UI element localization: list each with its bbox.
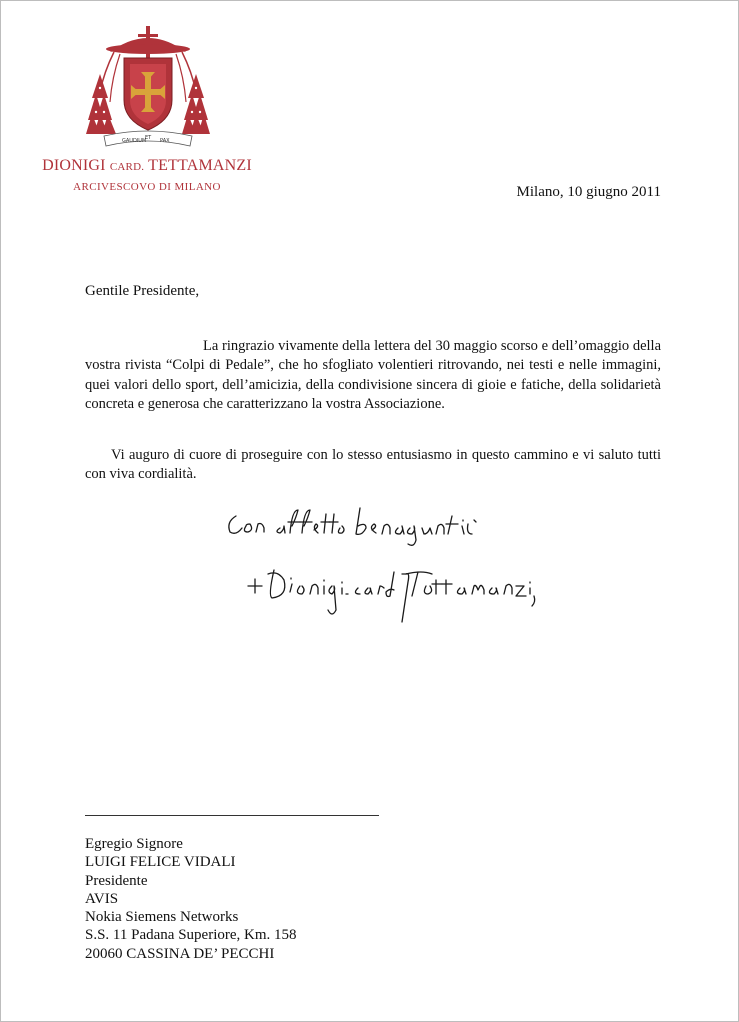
salutation: Gentile Presidente,: [85, 283, 200, 299]
recipient-city: 20060 CASSINA DE’ PECCHI: [85, 945, 275, 962]
recipient-address: [85, 835, 297, 963]
letterhead-title: CARD.: [109, 161, 145, 173]
letterhead-name: [42, 157, 252, 175]
recipient-name: LUIGI FELICE VIDALI: [85, 854, 236, 871]
letterhead-first-name: DIONIGI: [42, 157, 106, 174]
recipient-company: Nokia Siemens Networks: [85, 909, 239, 926]
svg-text:PAX: PAX: [160, 138, 170, 144]
paragraph-1: La ringrazio vivamente della lettera del 30 maggio scorso e dell’omaggio della vostra rivista “Colpi di Pedale”, che ho sfogliato volentieri ritrovando, nei testi e nelle immagini, quei valori dello sport, dell’amicizia, della condivisione sincera di gioie e fatiche, della solidarietà concreta e generosa che caratterizzano la vostra Associazione.: [85, 338, 661, 412]
letterhead-last-name: TETTAMANZI: [148, 157, 252, 174]
recipient-organization: AVIS: [85, 890, 119, 907]
letterhead-role: ARCIVESCOVO DI MILANO: [73, 181, 221, 193]
recipient-street: S.S. 11 Padana Superiore, Km. 158: [85, 927, 297, 944]
paragraph-2: Vi auguro di cuore di proseguire con lo stesso entusiasmo in questo cammino e vi saluto tutti con viva cordialità.: [85, 447, 661, 483]
coat-of-arms-icon: [86, 22, 210, 154]
recipient-greeting: Egregio Signore: [85, 836, 183, 852]
svg-text:GAUDIUM: GAUDIUM: [122, 138, 147, 144]
address-divider: [85, 815, 379, 816]
letter-date: Milano, 10 giugno 2011: [516, 184, 661, 200]
handwritten-signature: [222, 500, 552, 630]
svg-text:ET: ET: [145, 135, 152, 141]
recipient-title: Presidente: [85, 872, 148, 889]
